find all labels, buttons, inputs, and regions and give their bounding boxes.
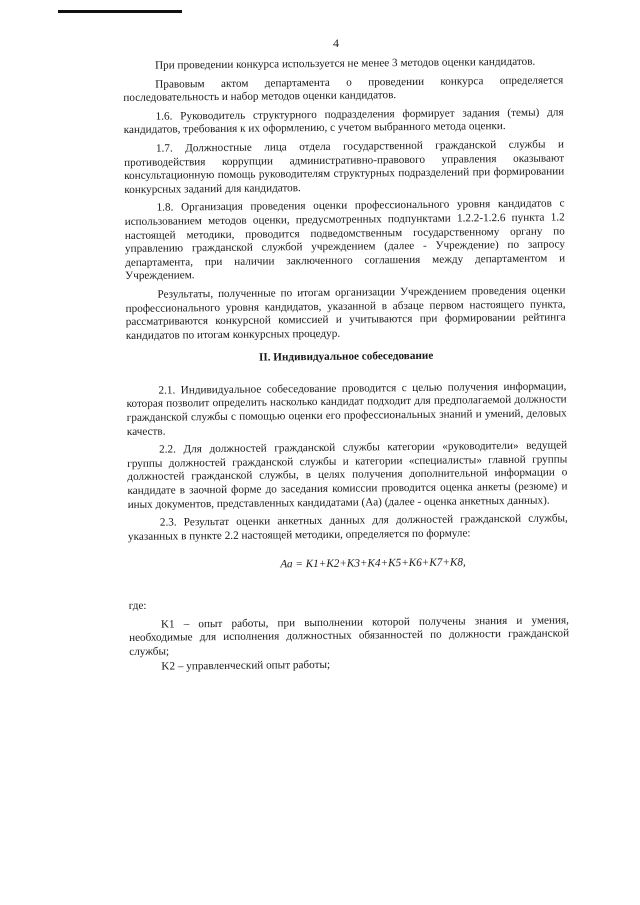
page-number: 4 (333, 36, 339, 50)
document-body (123, 55, 569, 677)
paragraph: Правовым актом департамента о проведении конкурса определяется последовательность и набор методов оценки кандидатов. (123, 73, 564, 105)
paragraph: 1.7. Должностные лица отдела государственной гражданской службы и противодействия коррупции административно-правового управления оказывают консультационную помощь руководителям структурных подразделений при формировании конкурсных заданий для кандидатов. (124, 138, 565, 196)
definition-item: K2 – управленческий опыт работы; (161, 659, 331, 674)
definitions-list (129, 614, 570, 675)
paragraph: 2.2. Для должностей гражданской службы категории «руководители» ведущей группы должностей гражданской службы и категории «специалисты» главной группы должностей гражданской службы, в целях получения дополнительной информации о кандидате в заочной форме до заседания комиссии проводится оценка анкеты (резюме) и иных документов, представленных кандидатами (Аа) (далее - оценка анкетных данных). (127, 439, 568, 511)
paragraph: Результаты, полученные по итогам организации Учреждением проведения оценки профессионального уровня кандидатов, указанной в абзаце первом настоящего пункта, рассматриваются конкурсной комиссией и учитываются при формировании рейтинга кандидатов по итогам конкурсных процедур. (125, 284, 566, 342)
paragraph: 2.1. Индивидуальное собеседование проводится с целью получения информации, которая позволит определить насколько кандидат подходит для предполагаемой должности гражданской службы с помощью оценки его профессиональных знаний и умений, деловых качеств. (126, 380, 567, 438)
section-heading: II. Индивидуальное собеседование (258, 350, 434, 364)
where-label: где: (128, 599, 147, 612)
paragraph: 1.8. Организация проведения оценки профессионального уровня кандидатов с использованием методов оценки, предусмотренных подпунктами 1.2.2-1.2.6 пункта 1.2 настоящей методики, проводится подведомственным государственному органу по управлению гражданской службой учреждением (далее - Учреждение) по запросу департамента, при наличии заключенного соглашения между департаментом и Учреждением. (124, 197, 566, 283)
scan-artifact-line (58, 10, 182, 13)
paragraph: При проведении конкурса используется не менее 3 методов оценки кандидатов. (154, 55, 536, 72)
paragraph: 1.6. Руководитель структурного подразделения формирует задания (темы) для кандидатов, требования к их оформлению, с учетом выбранного метода оценки. (123, 106, 564, 137)
formula-text: Аа = K1+K2+K3+K4+K5+K6+K7+K8, (280, 556, 466, 571)
definition-item: K1 – опыт работы, при выполнении которой получены знания и умения, необходимые для исполнения должностных обязанностей по должности гражданской службы; (128, 613, 570, 658)
formula (128, 556, 568, 574)
paragraph: 2.3. Результат оценки анкетных данных для должностей гражданской службы, указанных в пункте 2.2 настоящей методики, определяется по формуле: (127, 512, 568, 543)
